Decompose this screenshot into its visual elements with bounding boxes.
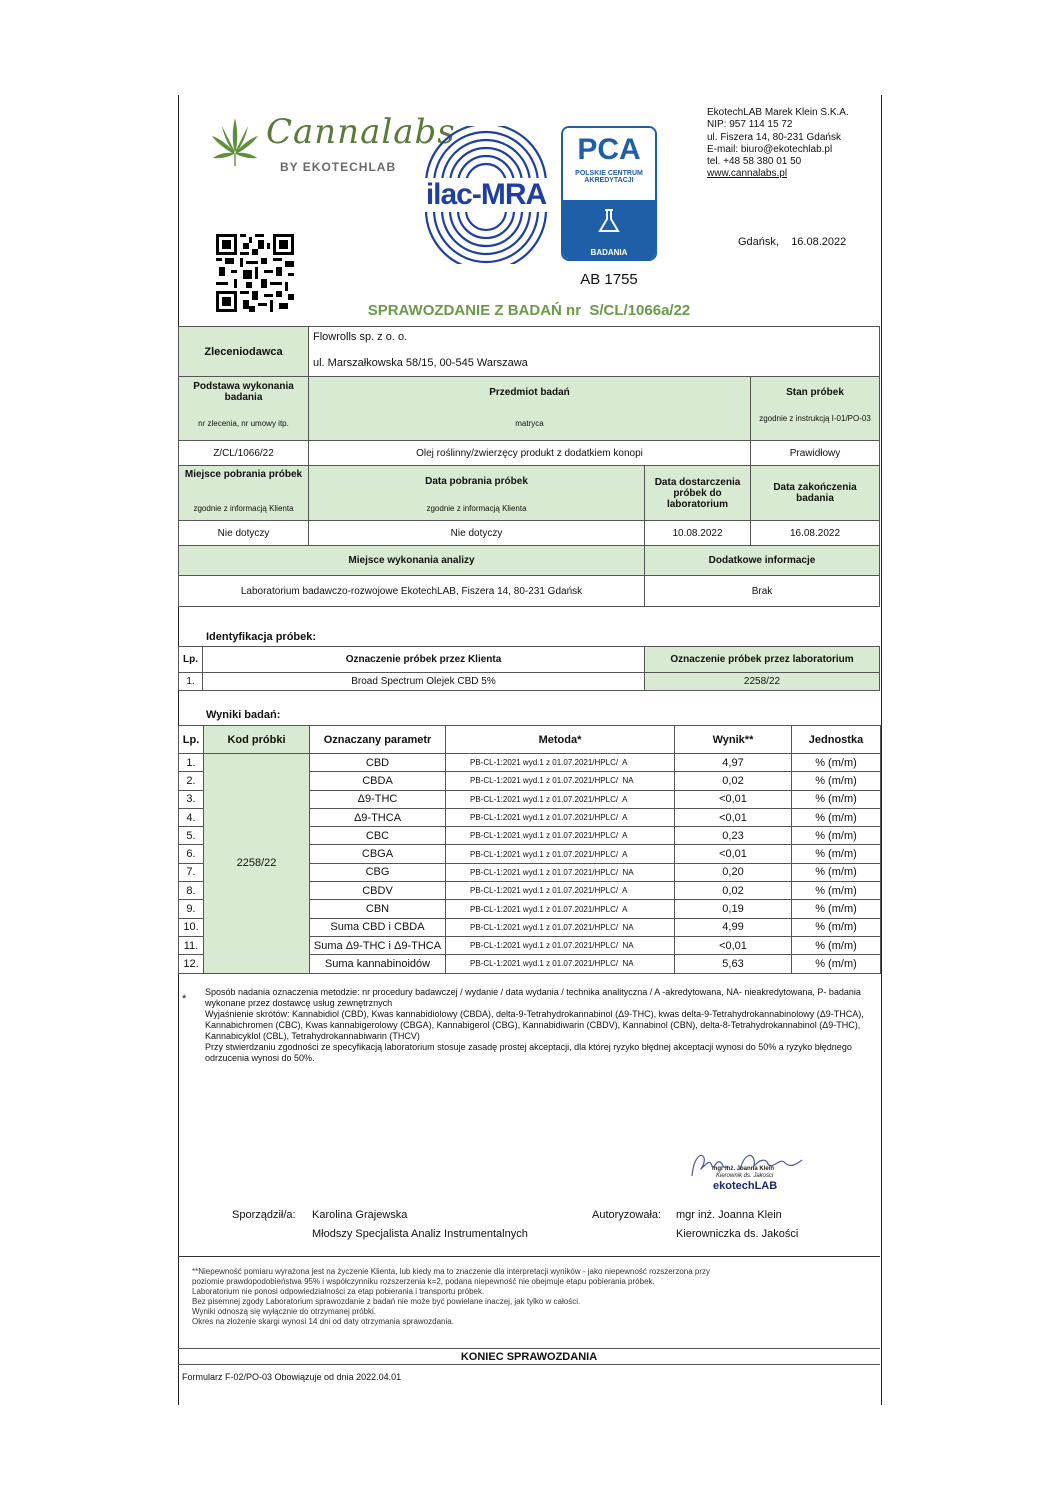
result-method: PB-CL-1:2021 wyd.1 z 01.07.2021/HPLC/ A	[446, 754, 675, 772]
basis-s3: zgodnie z instrukcją I-01/PO-03	[759, 414, 871, 423]
result-unit: % (m/m)	[792, 918, 881, 936]
flask-icon	[594, 206, 624, 236]
result-lp: 9.	[179, 900, 204, 918]
analysis-v1: Laboratorium badawczo-rozwojowe EkotechLAB, Fiszera 14, 80-231 Gdańsk	[178, 575, 645, 607]
disclaimer-block	[192, 1267, 872, 1327]
results-body	[179, 754, 881, 974]
basis-v2: Olej roślinny/zwierzęcy produkt z dodatkiem konopi	[308, 440, 751, 466]
result-unit: % (m/m)	[792, 808, 881, 826]
result-param: Δ9-THC	[310, 790, 446, 808]
sampling-h2: Data pobrania próbek	[425, 476, 528, 487]
signature-stamp	[680, 1146, 820, 1196]
result-value: 0,23	[675, 827, 792, 845]
result-unit: % (m/m)	[792, 845, 881, 863]
results-row	[179, 754, 881, 772]
results-header-result: Wynik**	[675, 726, 792, 754]
result-unit: % (m/m)	[792, 882, 881, 900]
result-value: 0,02	[675, 772, 792, 790]
ident-col-lab: Oznaczenie próbek przez laboratorium	[644, 646, 880, 673]
result-unit: % (m/m)	[792, 772, 881, 790]
result-param: Suma kannabinoidów	[310, 955, 446, 973]
end-of-report: KONIEC SPRAWOZDANIA	[178, 1348, 880, 1365]
result-value: <0,01	[675, 790, 792, 808]
basis-header-1	[178, 376, 309, 441]
brand-by-line: BY EKOTECHLAB	[280, 160, 397, 174]
pca-sub-2: AKREDYTACJI	[584, 177, 634, 184]
result-value: 4,99	[675, 918, 792, 936]
result-value: <0,01	[675, 845, 792, 863]
sampling-v1: Nie dotyczy	[178, 520, 309, 546]
company-address: ul. Fiszera 14, 80-231 Gdańsk	[707, 131, 841, 143]
results-header-param: Oznaczany parametr	[310, 726, 446, 754]
sampling-v4: 16.08.2022	[750, 520, 880, 546]
identification-title: Identyfikacja próbek:	[206, 631, 317, 643]
result-param: CBD	[310, 754, 446, 772]
footnote-line-2: Wyjaśnienie skrótów: Kannabidiol (CBD), Kwas kannabidiolowy (CBDA), delta-9-Tetrahydrokannabinol (Δ9-THC), kwas delta-9-Tetrahydrokannabinolowy (Δ9-THCA), Kannabichromen (CBC), Kwas kannabigerolowy (CBGA), Kannabigerol (CBG), Kannabidiwarin (CBDV), Kannabinol (CBN), delta-8-Tetrahydrokannabinol (Δ9-THC), Kannabicyklol (CBL), Tetrahydrokannabiwarin (THCV)	[205, 1009, 864, 1041]
result-lp: 8.	[179, 882, 204, 900]
analysis-v2: Brak	[644, 575, 880, 607]
result-lp: 5.	[179, 827, 204, 845]
result-unit: % (m/m)	[792, 827, 881, 845]
result-value: 0,19	[675, 900, 792, 918]
result-method: PB-CL-1:2021 wyd.1 z 01.07.2021/HPLC/ A	[446, 827, 675, 845]
company-info	[707, 107, 849, 181]
result-value: <0,01	[675, 808, 792, 826]
footnote-line-1: Sposób nadania oznaczenia metodzie: nr procedury badawczej / wydanie / data wydania / technika analityczna / A -akredytowana, NA- nieakredytowana, P- badania wykonane przez dostawcę usług zewnętrznych	[205, 987, 861, 1008]
company-phone: tel. +48 58 380 01 50	[707, 156, 802, 168]
results-header-lp: Lp.	[179, 726, 204, 754]
basis-h3: Stan próbek	[786, 387, 844, 398]
pca-badania: BADANIA	[590, 248, 628, 257]
result-unit: % (m/m)	[792, 900, 881, 918]
result-method: PB-CL-1:2021 wyd.1 z 01.07.2021/HPLC/ NA	[446, 918, 675, 936]
results-title: Wyniki badań:	[206, 709, 281, 721]
result-unit: % (m/m)	[792, 790, 881, 808]
ident-row-lab: 2258/22	[644, 672, 880, 691]
authorized-label: Autoryzowała:	[592, 1209, 662, 1221]
qr-code-icon	[216, 234, 294, 312]
sampling-h1: Miejsce pobrania próbek	[184, 469, 303, 480]
result-lp: 2.	[179, 772, 204, 790]
result-method: PB-CL-1:2021 wyd.1 z 01.07.2021/HPLC/ NA	[446, 955, 675, 973]
result-value: 4,97	[675, 754, 792, 772]
brand-script-name: Cannalabs	[266, 112, 456, 152]
result-lp: 4.	[179, 808, 204, 826]
pca-sub-1: POLSKIE CENTRUM	[575, 170, 643, 177]
results-header-method: Metoda*	[446, 726, 675, 754]
place-date: Gdańsk, 16.08.2022	[738, 236, 847, 248]
company-email[interactable]: E-mail: biuro@ekotechlab.pl	[707, 143, 833, 155]
results-header-code: Kod próbki	[204, 726, 310, 754]
disclaimer-line-2: poziomie prawdopodobieństwa 95% i współczynniku rozszerzenia k=2, podana niepewność nie obejmuje etapu pobierania próbek.	[192, 1277, 655, 1286]
result-param: Suma CBD i CBDA	[310, 918, 446, 936]
disclaimer-line-5: Wyniki odnoszą się wyłącznie do otrzymanej próbki.	[192, 1307, 377, 1316]
footnote-block	[205, 987, 877, 1064]
client-label: Zleceniodawca	[178, 326, 309, 377]
client-box	[308, 326, 880, 377]
result-lp: 7.	[179, 863, 204, 881]
results-header-row	[179, 726, 881, 754]
sampling-h3: Data dostarczenia próbek do laboratorium	[644, 465, 751, 521]
company-web-link[interactable]: www.cannalabs.pl	[707, 168, 788, 180]
result-method: PB-CL-1:2021 wyd.1 z 01.07.2021/HPLC/ A	[446, 845, 675, 863]
result-unit: % (m/m)	[792, 754, 881, 772]
result-param: CBC	[310, 827, 446, 845]
client-name: Flowrolls sp. z o. o.	[313, 331, 408, 343]
basis-h1: Podstawa wykonania badania	[193, 381, 294, 403]
result-value: 0,20	[675, 863, 792, 881]
basis-h2: Przedmiot badań	[489, 387, 570, 398]
authorized-role: Kierowniczka ds. Jakości	[676, 1228, 799, 1240]
client-address: ul. Marszałkowska 58/15, 00-545 Warszawa	[313, 357, 528, 369]
basis-s2: matryca	[515, 419, 544, 428]
stamp-logo: ekotechLAB	[713, 1180, 778, 1192]
pca-logo	[561, 126, 657, 261]
result-value: <0,01	[675, 936, 792, 954]
result-unit: % (m/m)	[792, 936, 881, 954]
result-param: CBGA	[310, 845, 446, 863]
result-value: 0,02	[675, 882, 792, 900]
company-nip: NIP: 957 114 15 72	[707, 119, 793, 131]
footnote-star: *	[182, 993, 187, 1005]
result-sample-code: 2258/22	[204, 754, 310, 974]
analysis-h2: Dodatkowe informacje	[644, 545, 880, 576]
result-param: CBN	[310, 900, 446, 918]
disclaimer-line-3: Laboratorium nie ponosi odpowiedzialności za etap pobierania i transportu próbek.	[192, 1287, 485, 1296]
result-method: PB-CL-1:2021 wyd.1 z 01.07.2021/HPLC/ A	[446, 900, 675, 918]
result-value: 5,63	[675, 955, 792, 973]
sampling-header-2	[308, 465, 645, 521]
sampling-v3: 10.08.2022	[644, 520, 751, 546]
analysis-h1: Miejsce wykonania analizy	[178, 545, 645, 576]
report-title: SPRAWOZDANIE Z BADAŃ nr S/CL/1066a/22	[367, 302, 691, 319]
sampling-header-1	[178, 465, 309, 521]
result-lp: 12.	[179, 955, 204, 973]
ident-col-lp: Lp.	[178, 646, 203, 673]
authorized-name: mgr inż. Joanna Klein	[676, 1209, 782, 1221]
results-header-unit: Jednostka	[792, 726, 881, 754]
results-table	[178, 725, 881, 974]
result-method: PB-CL-1:2021 wyd.1 z 01.07.2021/HPLC/ NA	[446, 772, 675, 790]
result-method: PB-CL-1:2021 wyd.1 z 01.07.2021/HPLC/ A	[446, 808, 675, 826]
basis-header-2	[308, 376, 751, 441]
prepared-label: Sporządził/a:	[232, 1209, 296, 1221]
company-name: EkotechLAB Marek Klein S.K.A.	[707, 107, 849, 118]
result-unit: % (m/m)	[792, 955, 881, 973]
result-method: PB-CL-1:2021 wyd.1 z 01.07.2021/HPLC/ NA	[446, 863, 675, 881]
result-lp: 6.	[179, 845, 204, 863]
cannabis-leaf-icon	[210, 116, 260, 168]
ident-col-client: Oznaczenie próbek przez Klienta	[202, 646, 645, 673]
result-lp: 11.	[179, 936, 204, 954]
ilac-text: ilac-MRA	[418, 178, 554, 212]
result-method: PB-CL-1:2021 wyd.1 z 01.07.2021/HPLC/ A	[446, 790, 675, 808]
prepared-role: Młodszy Specjalista Analiz Instrumentalnych	[312, 1228, 528, 1240]
result-unit: % (m/m)	[792, 863, 881, 881]
disclaimer-line-4: Bez pisemnej zgody Laboratorium sprawozdanie z badań nie może być powielane inaczej, jak tylko w całości.	[192, 1297, 581, 1306]
result-lp: 1.	[179, 754, 204, 772]
basis-header-3	[750, 376, 880, 441]
ident-row-lp: 1.	[178, 672, 203, 691]
pca-letters: PCA	[577, 133, 641, 166]
result-method: PB-CL-1:2021 wyd.1 z 01.07.2021/HPLC/ NA	[446, 936, 675, 954]
prepared-name: Karolina Grajewska	[312, 1209, 408, 1221]
ilac-mra-logo	[418, 126, 554, 264]
result-lp: 3.	[179, 790, 204, 808]
basis-v1: Z/CL/1066/22	[178, 440, 309, 466]
stamp-role: Kierownik ds. Jakości	[716, 1173, 774, 1179]
basis-s1: nr zlecenia, nr umowy itp.	[198, 419, 289, 428]
sampling-s1: zgodnie z informacją Klienta	[193, 504, 294, 513]
footnote-line-3: Przy stwierdzaniu zgodności ze specyfikacją laboratorium stosuje zasadę prostej akceptacji, dla której ryzyko błędnej akceptacji wynosi do 50% a ryzyko błędnego odrzucenia wynosi do 50%.	[205, 1042, 852, 1063]
disclaimer-line-1: **Niepewność pomiaru wyrażona jest na życzenie Klienta, lub kiedy ma to znaczenie dla interpretacji wyników - jako niepewność rozszerzona przy	[192, 1267, 711, 1276]
result-param: Δ9-THCA	[310, 808, 446, 826]
divider-line	[178, 1256, 880, 1257]
sampling-v2: Nie dotyczy	[308, 520, 645, 546]
result-param: CBDA	[310, 772, 446, 790]
accreditation-number: AB 1755	[580, 271, 638, 288]
result-method: PB-CL-1:2021 wyd.1 z 01.07.2021/HPLC/ A	[446, 882, 675, 900]
result-param: CBDV	[310, 882, 446, 900]
result-param: Suma Δ9-THC i Δ9-THCA	[310, 936, 446, 954]
form-footer: Formularz F-02/PO-03 Obowiązuje od dnia 2022.04.01	[182, 1372, 402, 1382]
disclaimer-line-6: Okres na złożenie skargi wynosi 14 dni od daty otrzymania sprawozdania.	[192, 1317, 454, 1326]
ident-row-client: Broad Spectrum Olejek CBD 5%	[202, 672, 645, 691]
stamp-name: mgr inż. Joanna Klein	[712, 1166, 775, 1172]
basis-v3: Prawidłowy	[750, 440, 880, 466]
sampling-h4: Data zakończenia badania	[750, 465, 880, 521]
cannalabs-logo	[210, 112, 456, 182]
result-lp: 10.	[179, 918, 204, 936]
sampling-s2: zgodnie z informacją Klienta	[426, 504, 527, 513]
result-param: CBG	[310, 863, 446, 881]
